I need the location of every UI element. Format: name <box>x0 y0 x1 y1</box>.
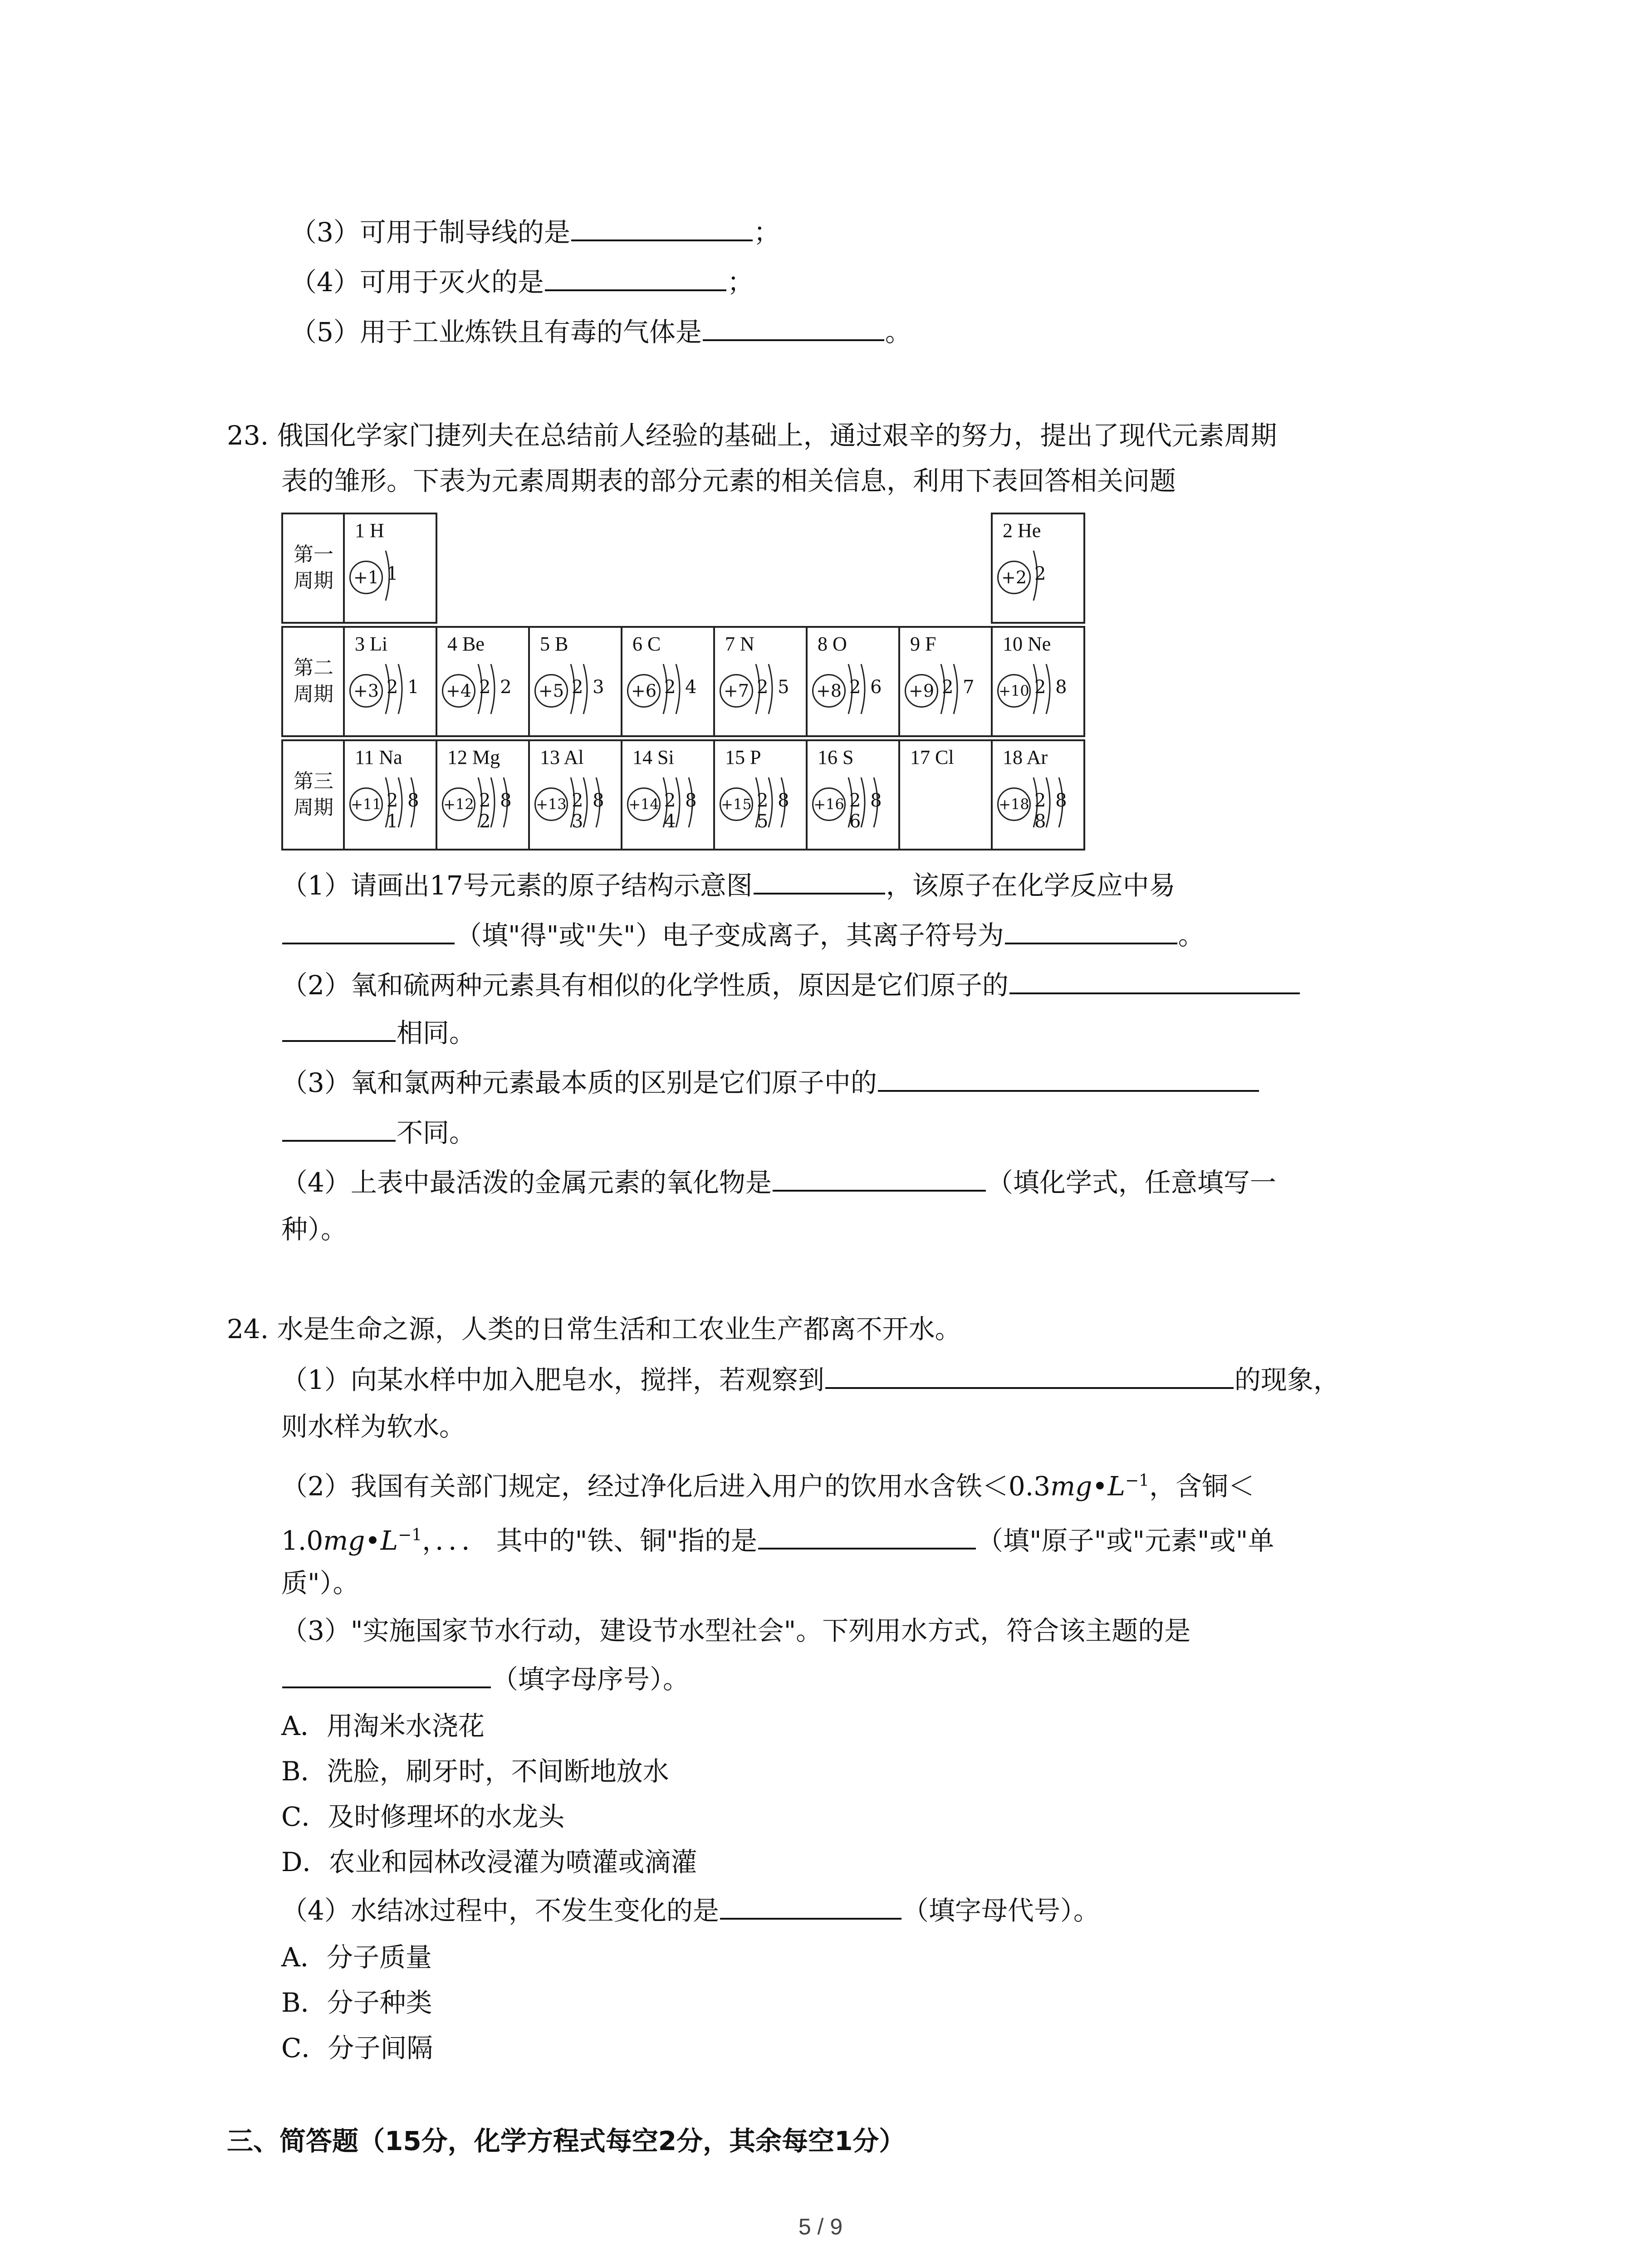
element-cell-o <box>806 626 900 737</box>
q24-part1: （1）向某水样中加入肥皂水，搅拌，若观察到 的现象， <box>281 1361 1340 1398</box>
electron-shell-counts: 2 5 <box>757 677 791 698</box>
q24-part3-cont: （填字母序号）。 <box>281 1660 689 1697</box>
answer-blank[interactable] <box>282 916 455 944</box>
nucleus-circle: +11 <box>349 787 383 821</box>
q24-stem: 24. 水是生命之源，人类的日常生活和工农业生产都离不开水。 <box>227 1314 961 1344</box>
element-cell-li <box>343 626 437 737</box>
q24-option: C．分子间隔 <box>281 2033 433 2063</box>
answer-blank[interactable] <box>703 313 884 341</box>
answer-blank[interactable] <box>1005 916 1177 944</box>
answer-blank[interactable] <box>825 1361 1234 1389</box>
periodic-table <box>281 513 1084 853</box>
element-cell-c <box>621 626 715 737</box>
q23-part1-cont: （填"得"或"失"）电子变成离子，其离子符号为 。 <box>281 916 1205 953</box>
nucleus-circle: +13 <box>534 787 568 821</box>
element-symbol: 4 Be <box>447 633 485 655</box>
element-symbol: 10 Ne <box>1003 633 1051 655</box>
electron-shell-counts: 2 <box>1034 563 1048 584</box>
electron-shell-counts: 2 1 <box>387 677 421 698</box>
electron-shell-counts: 2 8 2 <box>479 790 514 832</box>
nucleus-circle: +3 <box>349 674 383 708</box>
nucleus-circle: +6 <box>627 674 661 708</box>
q24-option: D．农业和园林改浸灌为喷灌或滴灌 <box>281 1847 697 1877</box>
answer-blank[interactable] <box>758 1521 976 1549</box>
element-symbol: 3 Li <box>355 633 388 655</box>
q24-part3: （3）"实施国家节水行动，建设节水型社会"。下列用水方式，符合该主题的是 <box>281 1615 1191 1646</box>
answer-blank[interactable] <box>571 213 753 241</box>
q22-item4: （4）可用于灭火的是 ； <box>290 263 754 300</box>
electron-shell-counts: 2 8 1 <box>387 790 421 832</box>
electron-shell-counts: 2 8 8 <box>1034 790 1069 832</box>
electron-shell-counts: 2 4 <box>664 677 699 698</box>
element-cell-na <box>343 739 437 850</box>
q24-option: B．分子种类 <box>281 1987 432 2018</box>
period-label: 第一 周期 <box>294 543 333 592</box>
section-heading: 三、简答题（15分，化学方程式每空2分，其余每空1分） <box>227 2126 906 2156</box>
q24-option: B．洗脸，刷牙时，不间断地放水 <box>281 1756 669 1787</box>
element-cell-ne <box>991 626 1085 737</box>
electron-shell-counts: 2 2 <box>479 677 514 698</box>
nucleus-circle: +2 <box>997 561 1031 594</box>
element-symbol: 16 S <box>818 746 854 768</box>
q23-stem-line2: 表的雏形。下表为元素周期表的部分元素的相关信息，利用下表回答相关问题 <box>281 465 1176 496</box>
q23-part4-cont: 种）。 <box>281 1214 348 1245</box>
q23-part2: （2）氧和硫两种元素具有相似的化学性质，原因是它们原子的 <box>281 966 1301 1003</box>
element-cell-al <box>528 739 622 850</box>
q24-part1-cont: 则水样为软水。 <box>281 1411 466 1442</box>
element-cell-h <box>343 513 437 624</box>
nucleus-circle: +1 <box>349 561 383 594</box>
electron-shell-counts: 2 6 <box>849 677 884 698</box>
element-symbol: 17 Cl <box>910 746 954 768</box>
electron-shell-counts: 2 8 3 <box>572 790 606 832</box>
nucleus-circle: +5 <box>534 674 568 708</box>
q24-part2-cont: $1.0mg•L^{-1}$，．．． 其中的"铁、铜"指的是 （填"原子"或"元素"或"单 <box>281 1517 1274 1559</box>
element-cell-s <box>806 739 900 850</box>
electron-shell-counts: 2 8 6 <box>849 790 884 832</box>
element-symbol: 12 Mg <box>447 746 500 768</box>
electron-shell-counts: 2 7 <box>942 677 976 698</box>
electron-shell-counts: 2 8 5 <box>757 790 791 832</box>
nucleus-circle: +4 <box>442 674 475 708</box>
q24-part4: （4）水结冰过程中，不发生变化的是 （填字母代号）。 <box>281 1892 1100 1929</box>
nucleus-circle: +10 <box>997 674 1031 708</box>
element-cell-he <box>991 513 1085 624</box>
electron-shell-counts: 2 8 4 <box>664 790 699 832</box>
q23-stem-line1: 23. 俄国化学家门捷列夫在总结前人经验的基础上，通过艰辛的努力，提出了现代元素周期 <box>227 420 1277 451</box>
period-label-cell <box>281 739 345 850</box>
element-symbol: 11 Na <box>355 746 402 768</box>
element-symbol: 2 He <box>1003 519 1041 542</box>
q24-option: A．用淘米水浇花 <box>281 1711 485 1741</box>
q24-option: A．分子质量 <box>281 1942 432 1973</box>
element-symbol: 9 F <box>910 633 936 655</box>
q23-part4: （4）上表中最活泼的金属元素的氧化物是 （填化学式，任意填写一 <box>281 1163 1276 1201</box>
answer-blank[interactable] <box>878 1064 1259 1092</box>
q22-item3: （3）可用于制导线的是 ； <box>290 213 780 250</box>
electron-shell-counts: 1 <box>387 563 400 584</box>
q23-part2-cont: 相同。 <box>281 1014 475 1051</box>
q23-part3-cont: 不同。 <box>281 1114 475 1151</box>
nucleus-circle: +9 <box>905 674 938 708</box>
q24-part2: （2）我国有关部门规定，经过净化后进入用户的饮用水含铁$<0.3mg•L^{-1}$，含铜＜ <box>281 1471 1255 1502</box>
answer-blank[interactable] <box>545 263 726 291</box>
element-cell-mg <box>436 739 530 850</box>
period-label: 第二 周期 <box>294 656 333 706</box>
element-symbol: 8 O <box>818 633 847 655</box>
q24-option: C．及时修理坏的水龙头 <box>281 1801 565 1832</box>
q23-part1: （1）请画出17号元素的原子结构示意图 ，该原子在化学反应中易 <box>281 866 1176 904</box>
q22-item5: （5）用于工业炼铁且有毒的气体是 。 <box>290 313 911 350</box>
element-cell-be <box>436 626 530 737</box>
element-cell-b <box>528 626 622 737</box>
element-cell-p <box>713 739 808 850</box>
element-symbol: 1 H <box>355 519 384 542</box>
electron-shell-counts: 2 3 <box>572 677 606 698</box>
q23-part3: （3）氧和氯两种元素最本质的区别是它们原子中的 <box>281 1064 1260 1101</box>
period-label: 第三 周期 <box>294 770 333 819</box>
element-symbol: 15 P <box>725 746 761 768</box>
element-symbol: 13 Al <box>540 746 584 768</box>
element-cell-f <box>898 626 993 737</box>
element-cell-n <box>713 626 808 737</box>
electron-shell-counts: 2 8 <box>1034 677 1069 698</box>
answer-blank[interactable] <box>720 1892 901 1920</box>
answer-blank[interactable] <box>282 1114 396 1142</box>
nucleus-circle: +7 <box>720 674 753 708</box>
element-symbol: 5 B <box>540 633 568 655</box>
element-cell-si <box>621 739 715 850</box>
element-symbol: 7 N <box>725 633 754 655</box>
answer-blank[interactable] <box>1009 966 1300 994</box>
element-cell-cl <box>898 739 993 850</box>
element-cell-ar <box>991 739 1085 850</box>
nucleus-circle: +14 <box>627 787 661 821</box>
answer-blank[interactable] <box>773 1163 986 1192</box>
nucleus-circle: +15 <box>720 787 753 821</box>
element-symbol: 14 Si <box>632 746 674 768</box>
element-symbol: 6 C <box>632 633 661 655</box>
nucleus-circle: +8 <box>812 674 846 708</box>
q24-part2-cont2: 质"）。 <box>281 1568 359 1598</box>
answer-blank[interactable] <box>754 866 885 894</box>
period-label-cell <box>281 513 345 624</box>
nucleus-circle: +12 <box>442 787 475 821</box>
answer-blank[interactable] <box>282 1014 396 1042</box>
page-number: 5 / 9 <box>798 2214 843 2239</box>
answer-blank[interactable] <box>282 1660 491 1688</box>
element-symbol: 18 Ar <box>1003 746 1048 768</box>
nucleus-circle: +18 <box>997 787 1031 821</box>
nucleus-circle: +16 <box>812 787 846 821</box>
period-label-cell <box>281 626 345 737</box>
